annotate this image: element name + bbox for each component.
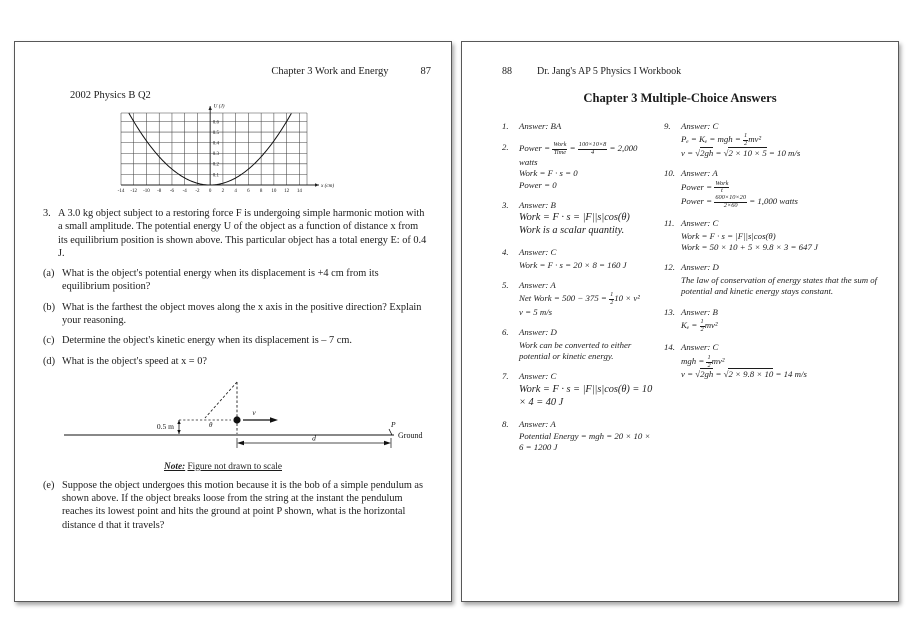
answer-work-line: Kₑ = $\frac{1}{2}$ mv² — [681, 318, 718, 333]
answer-letter: Answer: C — [681, 342, 719, 353]
question-text: A 3.0 kg object subject to a restoring force F is undergoing simple harmonic motion with a small amplitude. The potential energy U of the object as a function of distance x from its equilibrium position is shown above. This particular object has a total energy E: of 0.4 J. — [58, 208, 427, 259]
answer-body — [681, 218, 886, 253]
answer-work-line: v = √2gh = √2 × 10 × 5 = 10 m/s — [681, 147, 801, 158]
potential-energy-graph-wrap — [113, 101, 353, 203]
answer-number: 11. — [664, 218, 675, 229]
answer-work-line: Pₑ = Kₑ = mgh = $\frac{1}{2}$ mv² — [681, 132, 762, 148]
answer-body — [519, 121, 656, 133]
ground-label: Ground — [398, 430, 423, 440]
x-tick-label: -14 — [117, 189, 125, 194]
answer-work-line: v = √2gh = √2 × 9.8 × 10 = 14 m/s — [681, 369, 807, 380]
question-part-a — [43, 267, 427, 294]
answers-section — [502, 121, 886, 463]
answer-body — [519, 247, 656, 271]
answer-number: 10. — [664, 168, 675, 179]
answer-letter: Answer: D — [681, 262, 719, 273]
y-tick-label: 0.4 — [212, 141, 220, 147]
book-title: Dr. Jang's AP 5 Physics I Workbook — [537, 66, 682, 77]
potential-energy-graph — [113, 101, 353, 198]
question-source: 2002 Physics B Q2 — [70, 90, 151, 101]
x-tick-label: 4 — [234, 189, 237, 194]
answer-item — [664, 121, 886, 159]
x-tick-label: 12 — [284, 189, 290, 194]
answers-column-2 — [664, 121, 886, 463]
answer-work-line: Work = F · s = |F||s|cos(θ) — [519, 212, 630, 224]
answer-work-line: Net Work = 500 − 375 = $\frac{1}{2}$ 10 × v² — [519, 291, 640, 307]
y-tick-label: 0.5 — [212, 130, 220, 136]
x-tick-label: 0 — [208, 189, 212, 194]
page-header — [15, 66, 431, 77]
part-label: (a) — [43, 268, 55, 280]
velocity-arrowhead — [270, 417, 278, 422]
answer-number: 14. — [664, 342, 675, 353]
answer-body — [519, 327, 656, 362]
y-tick-label: 0.6 — [212, 120, 220, 126]
answer-letter: Answer: A — [519, 279, 556, 290]
answer-item — [502, 247, 656, 271]
part-label: (b) — [43, 301, 56, 313]
x-tick-label: 2 — [221, 189, 225, 194]
answer-item — [664, 218, 886, 253]
left-page — [14, 41, 452, 602]
answer-body — [681, 307, 886, 334]
answer-body — [519, 142, 656, 191]
x-tick-label: 6 — [247, 189, 250, 194]
answer-number: 8. — [502, 418, 509, 429]
answer-item — [502, 200, 656, 238]
page-header — [502, 66, 898, 77]
answer-item — [664, 262, 886, 297]
question-part-b — [43, 301, 427, 328]
answer-body — [519, 371, 656, 409]
y-tick-label: 0.3 — [212, 152, 220, 158]
question-part-e — [43, 479, 427, 532]
x-axis-label: x (cm) — [321, 183, 335, 189]
answer-item — [502, 280, 656, 318]
y-tick-label: 0.2 — [212, 162, 220, 168]
answer-item — [502, 142, 656, 191]
answers-title: Chapter 3 Multiple-Choice Answers — [583, 91, 777, 105]
page-number: 87 — [420, 66, 431, 77]
point-p-tick — [389, 429, 392, 435]
part-label: (c) — [43, 335, 55, 347]
answer-work-line: v = 5 m/s — [519, 306, 553, 317]
answer-letter: Answer: C — [519, 247, 557, 258]
answer-letter: Answer: C — [519, 371, 557, 382]
x-tick-label: -8 — [157, 189, 162, 194]
answer-body — [681, 262, 886, 297]
answer-letter: Answer: A — [519, 418, 556, 429]
answer-body — [681, 168, 886, 209]
part-label: (e) — [43, 479, 55, 491]
answer-letter: Answer: C — [681, 218, 719, 229]
x-tick-label: -2 — [195, 189, 200, 194]
right-page — [461, 41, 899, 602]
x-tick-label: -10 — [143, 189, 150, 194]
part-text: What is the farthest the object moves along the x axis in the positive direction? Explain your reasoning. — [62, 301, 422, 326]
height-marker-arrow-top — [177, 420, 180, 424]
answer-number: 7. — [502, 371, 509, 382]
answer-work-line: Work = F · s = 20 × 8 = 160 J — [519, 259, 627, 270]
answer-number: 4. — [502, 247, 509, 258]
x-tick-label: 14 — [296, 189, 302, 194]
question-part-e-wrap — [43, 479, 427, 532]
pendulum-bob — [233, 416, 240, 423]
answer-work-line: Work = F · s = |F||s|cos(θ) = 10 × 4 = 40 J — [519, 383, 653, 408]
answer-number: 9. — [664, 121, 671, 131]
answer-number: 3. — [502, 200, 509, 210]
question-part-c — [43, 334, 427, 347]
figure-note — [62, 462, 384, 472]
x-tick-label: -4 — [182, 189, 187, 194]
answer-number: 5. — [502, 279, 509, 290]
answer-letter: Answer: B — [519, 200, 556, 210]
pendulum-figure-wrap — [62, 378, 437, 472]
pendulum-figure — [62, 378, 437, 454]
chapter-title: Chapter 3 Work and Energy — [271, 66, 389, 77]
answer-body — [519, 419, 656, 454]
answer-work-line: mgh = $\frac{1}{2}$ mv² — [681, 353, 725, 369]
answer-number: 1. — [502, 121, 509, 131]
answer-letter: Answer: A — [681, 168, 718, 179]
answer-number: 13. — [664, 306, 675, 317]
answer-body — [681, 121, 886, 159]
question-part-d — [43, 355, 427, 368]
answer-letter: Answer: D — [519, 327, 557, 338]
y-tick-label: 0.1 — [212, 173, 220, 179]
answer-work-line: Potential Energy = mgh = 20 × 10 × 6 = 1200 J — [519, 430, 651, 453]
answer-item — [664, 307, 886, 334]
answer-work-line: Work can be converted to either potential or kinetic energy. — [519, 339, 632, 361]
answers-column-1 — [502, 121, 656, 463]
answer-work-line: The law of conservation of energy states that the sum of potential and kinetic energy stays constant. — [681, 274, 878, 297]
distance-label: d — [312, 433, 316, 443]
point-p-label: P — [391, 419, 396, 429]
part-text: What is the object's potential energy when its displacement is +4 cm from its equilibrium position? — [62, 268, 379, 293]
answer-item — [502, 419, 656, 454]
velocity-label: v — [252, 407, 256, 417]
answer-work-line: Power = $\frac{\text{Work}}{\text{Time}}$ = $\frac{100\times 10\times 8}{4}$ = 2,000 watts — [519, 141, 638, 167]
string-displaced — [205, 382, 237, 418]
answer-item — [502, 121, 656, 133]
answer-work-line: Power = $\frac{\text{Work}}{t}$ — [681, 179, 729, 195]
page-number: 88 — [502, 66, 512, 77]
answer-number: 12. — [664, 262, 675, 273]
answer-letter: Answer: B — [681, 306, 718, 317]
part-text: Determine the object's kinetic energy when its displacement is – 7 cm. — [62, 335, 352, 347]
figure-note-text: Figure not drawn to scale — [187, 461, 282, 472]
answer-body — [681, 342, 886, 380]
part-text: Suppose the object undergoes this motion because it is the bob of a simple pendulum as shown above. If the object breaks loose from the string at the instant the pendulum reaches its lowest point and hits the ground at point P shown, what is the horizontal distance d that it travels? — [62, 479, 423, 531]
height-marker-arrow-bottom — [177, 430, 180, 434]
height-label: 0.5 m — [156, 421, 174, 431]
question-stem — [43, 207, 427, 260]
answer-letter: Answer: BA — [519, 121, 562, 131]
answer-item — [502, 327, 656, 362]
x-tick-label: 10 — [271, 189, 277, 194]
answer-work-line: Work = 50 × 10 + 5 × 9.8 × 3 = 647 J — [681, 242, 818, 253]
answer-work-line: Work = F · s = 0 — [519, 168, 578, 179]
answer-item — [664, 342, 886, 380]
answer-work-line: Work = F · s = |F||s|cos(θ) — [681, 230, 776, 241]
question-3 — [43, 207, 427, 368]
distance-arrowhead-left — [237, 441, 244, 446]
x-tick-label: 8 — [259, 189, 263, 194]
question-number: 3. — [43, 208, 51, 219]
answer-work-line: Work is a scalar quantity. — [519, 225, 625, 237]
y-axis-label: U (J) — [213, 103, 225, 110]
answer-work-line: Power = 0 — [519, 179, 557, 190]
answer-item — [664, 168, 886, 209]
x-tick-label: -12 — [130, 189, 138, 194]
answer-number: 6. — [502, 327, 509, 338]
answer-work-line: Power = $\frac{600\times 10\times 20}{2\times 60}$ = 1,000 watts — [681, 193, 798, 209]
answer-letter: Answer: C — [681, 121, 719, 131]
x-tick-label: -6 — [169, 189, 175, 194]
part-text: What is the object's speed at x = 0? — [62, 355, 207, 367]
answer-number: 2. — [502, 142, 509, 153]
answer-body — [519, 200, 656, 238]
distance-arrowhead-right — [384, 441, 391, 446]
figure-note-prefix: Note: — [164, 461, 186, 472]
angle-label: θ — [209, 420, 213, 429]
part-label: (d) — [43, 355, 56, 367]
answer-item — [502, 371, 656, 409]
answer-body — [519, 280, 656, 318]
